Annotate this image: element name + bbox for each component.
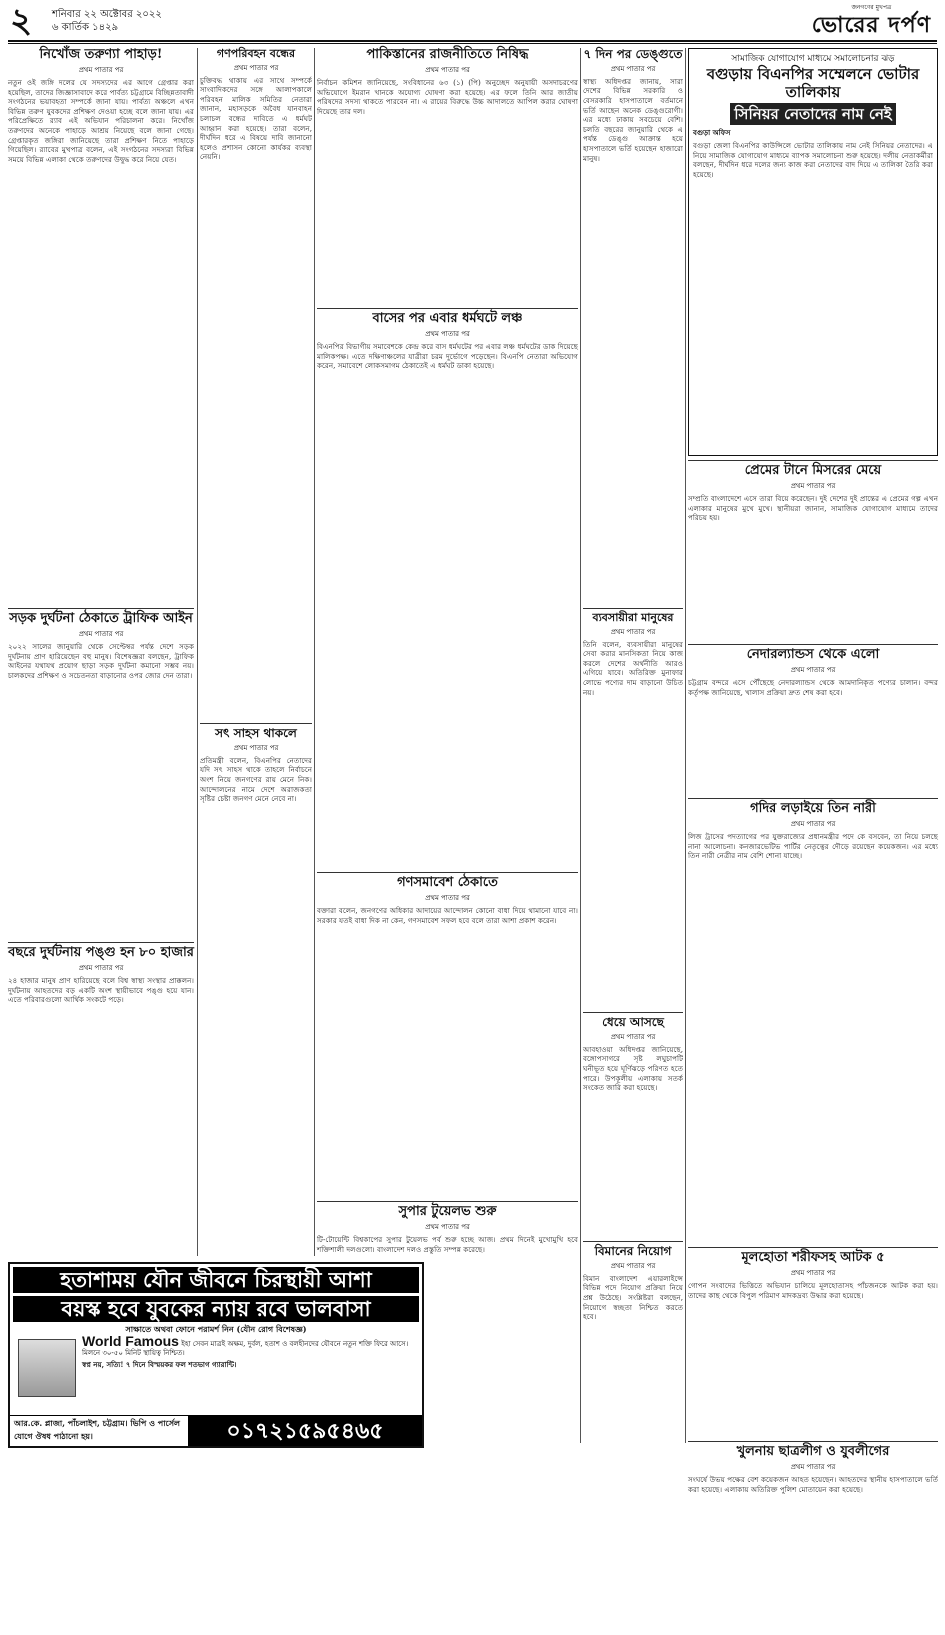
- ad-footer: [10, 1415, 422, 1446]
- masthead-logo: ভোরের দর্পণ: [811, 12, 931, 38]
- article-body: বক্তারা বলেন, জনগণের অধিকার আদায়ের আন্দোলন কোনো বাধা দিয়ে থামানো যাবে না। সরকার যতই বাধা দিক না কেন, গণসমাবেশ সফল হবে বলে তারা আশা প্রকাশ করেন।: [317, 905, 578, 925]
- ad-address: আর.কে. প্লাজা, পাঁচলাইশ, চট্টগ্রাম। ভিপি ও পার্সেল যোগে ঔষধ পাঠানো হয়।: [14, 1418, 180, 1441]
- article: [317, 308, 578, 872]
- article: [688, 460, 938, 644]
- article: [688, 644, 938, 798]
- byline: প্রথম পাতার পর: [610, 64, 656, 73]
- headline: সুপার টুয়েলভ শুরু: [398, 1204, 497, 1219]
- headline: ব্যবসায়ীরা মানুষের: [592, 611, 674, 624]
- header-rule: [8, 40, 937, 42]
- headline: বিমানের নিয়োগ: [594, 1244, 672, 1258]
- article: [8, 608, 194, 942]
- article: [688, 1247, 938, 1441]
- lead-headline: বগুড়ায় বিএনপির সম্মেলনে ভোটার তালিকায়: [706, 65, 920, 101]
- column-5: [688, 48, 938, 1494]
- article: [317, 872, 578, 1201]
- article: [583, 1012, 683, 1241]
- byline: প্রথম পাতার পর: [790, 1268, 836, 1277]
- article: [200, 48, 312, 723]
- byline: প্রথম পাতার পর: [425, 1222, 470, 1231]
- byline: প্রথম পাতার পর: [233, 63, 279, 72]
- ad-world-famous: World Famous: [82, 1333, 179, 1349]
- kicker: সামাজিক যোগাযোগ মাধ্যমে সমালোচনার ঝড়: [731, 54, 895, 64]
- header-rule-thin: [8, 43, 937, 44]
- headline: নেদারল্যান্ডস থেকে এলো: [746, 647, 880, 662]
- headline: বাসের পর এবার ধর্মঘটে লঞ্চ: [372, 311, 523, 326]
- article-body: নতুন ওই জঙ্গি দলের যে সদস্যদের এর আগে গ্রেপ্তার করা হয়েছিল, তাদের জিজ্ঞাসাবাদে করে পার্বত্য চট্টগ্রামে বিচ্ছিন্নতাবাদী সংগঠনের ভয়াবহতা সম্পর্কে জানা যায়। পার্বত্য অঞ্চলে এখন বিভিন্ন তরুণ যুবকদের প্রশিক্ষণ দেওয়া হচ্ছে বলে জানা যায়। এর পরিপ্রেক্ষিতে র‌্যাব এই অভিযান পরিচালনা করে। নিখোঁজ তরুণদের অনেকে পাহাড়ে আশ্রয় নিয়েছে বলে জানা গেছে। গ্রেপ্তারকৃত জঙ্গিরা জানিয়েছে তারা প্রশিক্ষণ নিতে পাহাড়ে গিয়েছিল। র‌্যাবের মুখপাত্র বলেন, এই সংগঠনের সদস্যরা বিভিন্ন সময়ে বিভিন্ন এলাকা থেকে তরুণদের উদ্বুদ্ধ করে নিয়ে যেত।: [8, 77, 194, 164]
- article-body: চুক্তিবদ্ধ থাকায় এর সাথে সম্পর্কে সাংবাদিকদের সঙ্গে আলাপকালে পরিবহন মালিক সমিতির নেতারা জানান, মহাসড়কে অবৈধ যানবাহন চলাচল বন্ধের দাবিতে এ ধর্মঘট আহ্বান করা হয়েছে। তারা বলেন, দীর্ঘদিন ধরে এ বিষয়ে দাবি জানানো হলেও প্রশাসন কোনো কার্যকর ব্যবস্থা নেয়নি।: [200, 75, 312, 162]
- article-body: আবহাওয়া অধিদপ্তর জানিয়েছে, বঙ্গোপসাগরে সৃষ্ট লঘুচাপটি ঘনীভূত হয়ে ঘূর্ণিঝড়ে পরিণত হতে পারে। উপকূলীয় এলাকায় সতর্ক সংকেত জারি করা হয়েছে।: [583, 1044, 683, 1093]
- ad-body-text: ইহা সেবন মাত্রই অক্ষম, দুর্বল, হতাশ ও বলহীনদের যৌবনে নতুন শক্তি ফিরে আসে। মিলনে ৩০-৫০ মিনিট স্থায়িত্ব নিশ্চিত।: [82, 1340, 409, 1357]
- column-3: [317, 48, 578, 1443]
- article: [583, 48, 683, 608]
- ad-headline: হতাশাময় যৌন জীবনে চিরস্থায়ী আশা: [13, 1267, 419, 1293]
- headline: ৭ দিন পর ডেঙ্গুতে: [583, 47, 683, 61]
- column-2: [200, 48, 312, 1258]
- article-body: টি-টোয়েন্টি বিশ্বকাপের সুপার টুয়েলভ পর্ব শুরু হচ্ছে আজ। প্রথম দিনেই মুখোমুখি হবে শক্তিশালী দলগুলো। বাংলাদেশ দলও প্রস্তুতি সম্পন্ন করেছে।: [317, 1234, 578, 1254]
- article: [583, 608, 683, 1012]
- headline: পাকিস্তানের রাজনীতিতে নিষিদ্ধ: [366, 47, 529, 62]
- headline: গণসমাবেশ ঠেকাতে: [397, 875, 498, 890]
- byline: প্রথম পাতার পর: [790, 1462, 836, 1471]
- column-divider: [314, 48, 315, 1256]
- article: [200, 723, 312, 1247]
- article-body: ২৪ হাজার মানুষ প্রাণ হারিয়েছে বলে বিশ্ব স্বাস্থ্য সংস্থার প্রাক্কলন। দুর্ঘটনায় আহতদের বড় একটি অংশ স্থায়ীভাবে পঙ্গু হয়ে যান। এতে পরিবারগুলো আর্থিক সংকটে পড়ে।: [8, 975, 194, 1005]
- ad-subheading: সাক্ষাতে অথবা ফোনে পরামর্শ নিন (যৌন রোগ বিশেষজ্ঞ): [125, 1324, 307, 1334]
- ad-photo: [18, 1339, 76, 1397]
- article-body: চট্টগ্রাম বন্দরে এসে পৌঁছেছে নেদারল্যান্ডস থেকে আমদানিকৃত পণ্যের চালান। বন্দর কর্তৃপক্ষ জানিয়েছে, খালাস প্রক্রিয়া দ্রুত শেষ করা হবে।: [688, 677, 938, 697]
- ad-body: [10, 1333, 422, 1369]
- headline: সড়ক দুর্ঘটনা ঠেকাতে ট্রাফিক আইন: [9, 611, 193, 626]
- date-block: [52, 8, 162, 34]
- byline: প্রথম পাতার পর: [233, 743, 279, 752]
- lead-headline-2: সিনিয়র নেতাদের নাম নেই: [730, 103, 895, 125]
- byline: প্রথম পাতার পর: [425, 329, 470, 338]
- headline: খুলনায় ছাত্রলীগ ও যুবলীগের: [736, 1444, 890, 1459]
- byline: প্রথম পাতার পর: [610, 1261, 656, 1270]
- headline: নিখোঁজ তরুণ্যা পাহাড়!: [39, 47, 163, 62]
- headline: গদির লড়াইয়ে তিন নারী: [750, 801, 876, 816]
- ad-phone: ০১৭২১৫৯৫৪৬৫: [188, 1416, 422, 1446]
- article-body: প্রতিমন্ত্রী বলেন, বিএনপির নেতাদের যদি সৎ সাহস থাকে তাহলে নির্বাচনে অংশ নিয়ে জনগণের রায় মেনে নিক। আন্দোলনের নামে দেশে অরাজকতা সৃষ্টির চেষ্টা জনগণ মেনে নেবে না।: [200, 755, 312, 804]
- column-divider: [197, 48, 198, 1256]
- advertisement: [8, 1262, 424, 1448]
- byline: বগুড়া অফিস: [693, 128, 731, 137]
- article-body: সম্প্রতি বাংলাদেশে এসে তারা বিয়ে করেছেন। দুই দেশের দুই প্রান্তের এ প্রেমের গল্প এখন এলাকার মানুষের মুখে মুখে। স্থানীয়রা জানান, সামাজিক যোগাযোগ মাধ্যমে তাদের পরিচয় হয়।: [688, 493, 938, 523]
- masthead: [812, 2, 931, 37]
- byline: প্রথম পাতার পর: [790, 481, 836, 490]
- byline: প্রথম পাতার পর: [610, 627, 656, 636]
- headline: গণপরিবহন বন্ধের: [216, 47, 296, 60]
- ad-guarantee: স্বপ্ন নয়, সত্যি! ৭ দিনে বিস্ময়কর ফল শতভাগ গ্যারান্টি।: [82, 1360, 237, 1369]
- headline: প্রেমের টানে মিসরের মেয়ে: [744, 463, 882, 478]
- byline: প্রথম পাতার পর: [78, 629, 124, 638]
- article: [688, 1441, 938, 1635]
- byline: প্রথম পাতার পর: [78, 963, 124, 972]
- headline: বছরে দুর্ঘটনায় পঙ্গু হন ৮০ হাজার: [8, 945, 194, 960]
- article: [688, 798, 938, 1247]
- column-divider: [580, 48, 581, 1443]
- byline: প্রথম পাতার পর: [425, 893, 470, 902]
- headline: ধেয়ে আসছে: [602, 1015, 664, 1029]
- date-line-bangla: ৬ কার্তিক ১৪২৯: [52, 22, 119, 33]
- column-1: [8, 48, 194, 1258]
- byline: প্রথম পাতার পর: [610, 1032, 656, 1041]
- article-body: গোপন সংবাদের ভিত্তিতে অভিযান চালিয়ে মূলহোতাসহ পাঁচজনকে আটক করা হয়। তাদের কাছ থেকে বিপুল পরিমাণ মাদকদ্রব্য উদ্ধার করা হয়েছে।: [688, 1280, 938, 1300]
- article-body: তিনি বলেন, ব্যবসায়ীরা মানুষের সেবা করার মানসিকতা নিয়ে কাজ করলে দেশের অর্থনীতি আরও এগিয়ে যাবে। অতিরিক্ত মুনাফার লোভে পণ্যের দাম বাড়ানো উচিত নয়।: [583, 639, 683, 697]
- page-number: ২: [10, 1, 33, 41]
- article-body: স্বাস্থ্য অধিদপ্তর জানায়, সারা দেশের বিভিন্ন সরকারি ও বেসরকারি হাসপাতালে বর্তমানে ভর্তি আছেন অনেক ডেঙ্গুরোগী। এর মধ্যে ঢাকায় সবচেয়ে বেশি। চলতি বছরের জানুয়ারি থেকে এ পর্যন্ত ডেঙ্গু আক্রান্ত হয়ে হাসপাতালে ভর্তি হয়েছেন হাজারো মানুষ।: [583, 76, 683, 163]
- ad-headline-2: বয়স্ক হবে যুবকের ন্যায় রবে ভালবাসা: [13, 1296, 419, 1322]
- article-body: বগুড়া জেলা বিএনপির কাউন্সিলে ভোটার তালিকায় নাম নেই সিনিয়র নেতাদের। এ নিয়ে সামাজিক যোগাযোগ মাধ্যমে ব্যাপক সমালোচনা শুরু হয়েছে। দলীয় নেতাকর্মীরা বলছেন, দীর্ঘদিন ধরে দলের জন্য কাজ করা নেতাদের বাদ দিয়ে এ তালিকা তৈরি করা হয়েছে।: [693, 141, 933, 179]
- article: [317, 48, 578, 308]
- article-body: সংঘর্ষে উভয় পক্ষের বেশ কয়েকজন আহত হয়েছেন। আহতদের স্থানীয় হাসপাতালে ভর্তি করা হয়েছে। এলাকায় অতিরিক্ত পুলিশ মোতায়েন করা হয়েছে।: [688, 1474, 938, 1494]
- article: [8, 942, 194, 1246]
- date-line: শনিবার ২২ অক্টোবর ২০২২: [52, 9, 162, 20]
- article-body: বিএনপির বিভাগীয় সমাবেশকে কেন্দ্র করে বাস ধর্মঘটের পর এবার লঞ্চ ধর্মঘটের ডাক দিয়েছে মালিকপক্ষ। এতে দক্ষিণাঞ্চলের যাত্রীরা চরম দুর্ভোগে পড়েছেন। বিএনপি নেতারা অভিযোগ করেন, সমাবেশে লোকসমাগম ঠেকাতেই এ ধর্মঘট ডাকা হয়েছে।: [317, 341, 578, 371]
- article-body: বিমান বাংলাদেশ এয়ারলাইন্সে বিভিন্ন পদে নিয়োগ প্রক্রিয়া নিয়ে প্রশ্ন উঠেছে। সংশ্লিষ্টরা বলছেন, নিয়োগে স্বচ্ছতা নিশ্চিত করতে হবে।: [583, 1273, 683, 1322]
- column-divider: [685, 48, 686, 1443]
- byline: প্রথম পাতার পর: [790, 819, 836, 828]
- byline: প্রথম পাতার পর: [425, 65, 470, 74]
- article-body: নির্বাচন কমিশন জানিয়েছে, সংবিধানের ৬৩ (১) (পি) অনুচ্ছেদ অনুযায়ী অসদাচরণের অভিযোগে ইমরান খানকে অযোগ্য ঘোষণা করা হয়েছে। এর ফলে তিনি আর জাতীয় পরিষদের সদস্য থাকতে পারবেন না। এ রায়ের বিরুদ্ধে উচ্চ আদালতে আপিল করার ঘোষণা দিয়েছে তার দল।: [317, 77, 578, 116]
- byline: প্রথম পাতার পর: [78, 65, 124, 74]
- article-body: ২০২২ সালের জানুয়ারি থেকে সেপ্টেম্বর পর্যন্ত দেশে সড়ক দুর্ঘটনায় প্রাণ হারিয়েছেন বহু মানুষ। বিশেষজ্ঞরা বলছেন, ট্রাফিক আইনের যথাযথ প্রয়োগ ছাড়া সড়ক দুর্ঘটনা কমানো সম্ভব নয়। চালকদের প্রশিক্ষণ ও সচেতনতা বাড়ানোর ওপর জোর দেন তারা।: [8, 641, 194, 680]
- lead-article: [688, 48, 938, 456]
- article-body: লিজ ট্রাসের পদত্যাগের পর যুক্তরাজ্যের প্রধানমন্ত্রীর পদে কে বসবেন, তা নিয়ে চলছে নানা আলোচনা। কনজারভেটিভ পার্টির নেতৃত্বের দৌড়ে রয়েছেন কয়েকজন। এর মধ্যে তিন নারী নেত্রীর নাম বেশি শোনা যাচ্ছে।: [688, 831, 938, 861]
- masthead-tagline: জনগণের মুখপত্র: [851, 4, 892, 11]
- column-4: [583, 48, 683, 1443]
- article: [583, 1241, 683, 1445]
- article: [8, 48, 194, 608]
- lead-headline-2-wrap: [693, 103, 933, 125]
- headline: সৎ সাহস থাকলে: [215, 726, 297, 740]
- headline: মূলহোতা শরীফসহ আটক ৫: [741, 1250, 885, 1265]
- byline: প্রথম পাতার পর: [790, 665, 836, 674]
